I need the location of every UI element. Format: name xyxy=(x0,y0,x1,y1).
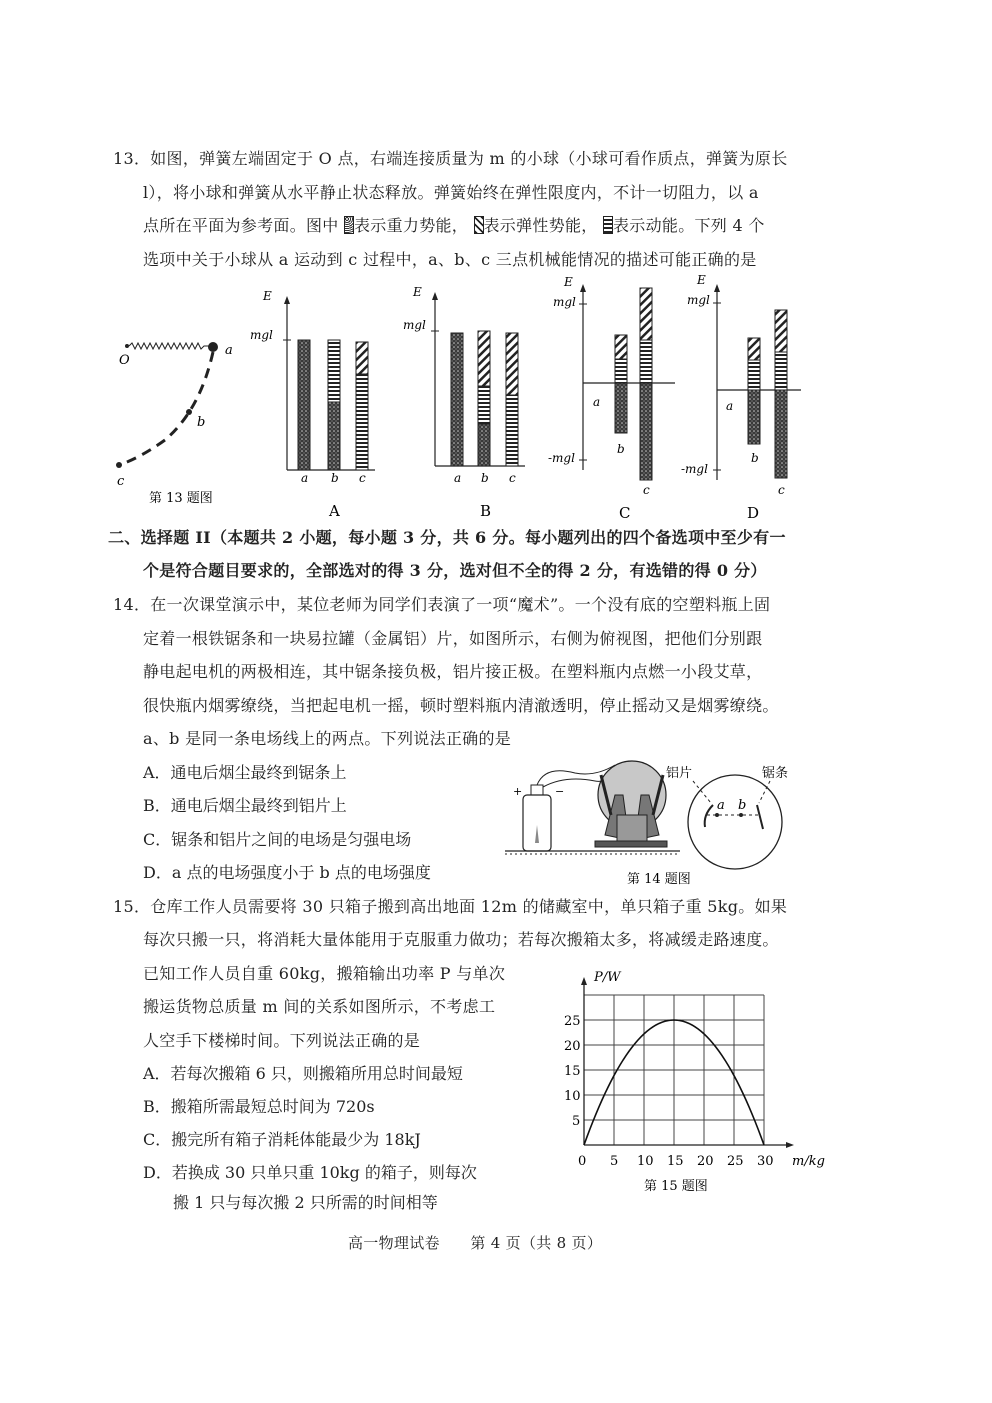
y-tick-label: 20 xyxy=(564,1039,581,1054)
y-tick-label: 15 xyxy=(564,1064,581,1079)
svg-text:a: a xyxy=(593,395,601,409)
svg-text:mgl: mgl xyxy=(403,318,426,332)
svg-text:+: + xyxy=(513,785,523,798)
x-axis-label: m/kg xyxy=(792,1154,825,1169)
q15-line-2: 每次只搬一只，将消耗大量体能用于克服重力做功；若每次搬箱太多，将减缓走路速度。 xyxy=(143,930,779,949)
option-a-label: A xyxy=(329,502,340,520)
q15-line-3: 已知工作人员自重 60kg，搬箱输出功率 P 与单次 xyxy=(143,964,506,983)
ball-c xyxy=(116,462,122,468)
svg-text:b: b xyxy=(617,442,625,456)
x-tick-label: 20 xyxy=(697,1154,714,1169)
b-bar-b-gravity xyxy=(478,424,490,466)
saw-blade xyxy=(757,805,763,829)
section2-line-2: 个是符合题目要求的，全部选对的得 3 分，选对但不全的得 2 分，有选错的得 0 分） xyxy=(143,561,767,580)
kinetic-legend-swatch xyxy=(603,216,613,234)
q14-figure xyxy=(505,755,845,890)
option-b-label: B xyxy=(480,502,492,520)
q15-option-c: C．搬完所有箱子消耗体能最少为 18kJ xyxy=(143,1130,421,1149)
top-view-circle xyxy=(688,775,782,869)
d-bar-c-gravity xyxy=(775,390,787,478)
q14-option-a: A．通电后烟尘最终到锯条上 xyxy=(143,763,347,782)
x-tick-label: 10 xyxy=(637,1154,654,1169)
svg-text:E: E xyxy=(697,273,706,287)
x-axis-arrow xyxy=(786,1142,794,1148)
b-bar-c-kinetic xyxy=(506,395,518,466)
svg-text:b: b xyxy=(481,471,489,485)
q15-option-b: B．搬箱所需最短总时间为 720s xyxy=(143,1097,375,1116)
b-bar-b-kinetic xyxy=(478,386,490,424)
c-bar-c-elastic xyxy=(640,288,652,340)
svg-text:b: b xyxy=(751,451,759,465)
svg-text:c: c xyxy=(778,483,785,497)
ball-b xyxy=(186,409,192,415)
x-tick-label: 5 xyxy=(610,1154,619,1169)
svg-text:a: a xyxy=(726,399,734,413)
spring xyxy=(129,343,209,349)
q15-option-d-cont: 搬 1 只与每次搬 2 只所需的时间相等 xyxy=(173,1193,438,1212)
svg-text:b: b xyxy=(738,798,747,813)
q14-line-3: 静电起电机的两极相连，其中锯条接负极，铝片接正极。在塑料瓶内点燃一小段艾草， xyxy=(143,662,763,681)
svg-text:E: E xyxy=(413,285,422,299)
d-bar-b-gravity xyxy=(748,390,760,444)
y-tick-label: 5 xyxy=(572,1114,581,1129)
pivot-o xyxy=(125,344,129,348)
q13-line-3 xyxy=(143,216,765,236)
option-b-chart xyxy=(403,285,525,520)
y-tick-label: 10 xyxy=(564,1089,581,1104)
ball-a xyxy=(208,342,218,352)
a-bar-a-gravity xyxy=(298,340,310,470)
fig15-caption: 第 15 题图 xyxy=(644,1179,708,1194)
section2-line-1: 二、选择题 II（本题共 2 小题，每小题 3 分，共 6 分。每小题列出的四个备选项中至少有一 xyxy=(108,528,786,547)
b-bar-b-elastic xyxy=(478,331,490,386)
q14-option-d: D．a 点的电场强度小于 b 点的电场强度 xyxy=(143,863,431,882)
x-tick-label: 25 xyxy=(727,1154,744,1169)
q15-option-d: D．若换成 30 只单只重 10kg 的箱子，则每次 xyxy=(143,1163,477,1182)
option-a-chart xyxy=(250,289,375,520)
q13-line-2: l），将小球和弹簧从水平静止状态释放。弹簧始终在弹性限度内，不计一切阻力，以 a xyxy=(143,183,759,202)
d-bar-c-elastic xyxy=(775,310,787,352)
svg-text:-mgl: -mgl xyxy=(548,451,575,465)
q15-line-1: 15．仓库工作人员需要将 30 只箱子搬到高出地面 12m 的储藏室中，单只箱子重 5kg。如果 xyxy=(113,897,788,916)
gravity-legend-swatch xyxy=(344,216,354,234)
elastic-legend-text: 表示弹性势能， xyxy=(483,216,598,235)
trajectory xyxy=(119,352,213,465)
a-bar-b-kinetic xyxy=(328,340,340,402)
x-tick-label: 15 xyxy=(667,1154,684,1169)
svg-text:-mgl: -mgl xyxy=(681,462,708,476)
c-bar-c-gravity xyxy=(640,383,652,480)
q15-line-4: 搬运货物总质量 m 间的关系如图所示，不考虑工 xyxy=(143,997,496,1016)
al-sheet-arc xyxy=(705,805,713,827)
label-a: a xyxy=(225,343,233,358)
svg-text:E: E xyxy=(564,275,573,289)
b-bar-c-elastic xyxy=(506,333,518,395)
d-bar-b-elastic xyxy=(748,338,760,360)
label-b: b xyxy=(197,415,206,430)
c-bar-c-kinetic xyxy=(640,340,652,383)
q15-power-chart xyxy=(558,970,825,1200)
elastic-legend-swatch xyxy=(474,216,484,234)
kinetic-legend-text: 表示动能。下列 4 个 xyxy=(613,216,765,235)
svg-text:a: a xyxy=(717,798,725,813)
fig14-caption: 第 14 题图 xyxy=(627,872,691,887)
option-d-label: D xyxy=(747,504,760,522)
svg-text:b: b xyxy=(331,471,339,485)
q14-line-1: 14．在一次课堂演示中，某位老师为同学们表演了一项“魔术”。一个没有底的空塑料瓶上固 xyxy=(113,595,771,614)
svg-text:c: c xyxy=(359,471,366,485)
svg-text:mgl: mgl xyxy=(250,328,273,342)
d-bar-c-kinetic xyxy=(775,352,787,390)
x-tick-label: 30 xyxy=(757,1154,774,1169)
q13-figures xyxy=(105,270,825,520)
page-footer: 高一物理试卷 第 4 页（共 8 页） xyxy=(348,1234,603,1252)
svg-text:a: a xyxy=(454,471,462,485)
svg-text:−: − xyxy=(555,785,565,798)
svg-text:mgl: mgl xyxy=(553,295,576,309)
label-c: c xyxy=(117,474,125,489)
a-bar-c-kinetic xyxy=(356,374,368,470)
option-c-label: C xyxy=(619,504,631,522)
q14-option-c: C．锯条和铝片之间的电场是匀强电场 xyxy=(143,830,412,849)
q15-option-a: A．若每次搬箱 6 只，则搬箱所用总时间最短 xyxy=(143,1064,463,1083)
q14-line-4: 很快瓶内烟雾缭绕，当把起电机一摇，顿时塑料瓶内清澈透明，停止摇动又是烟雾缭绕。 xyxy=(143,696,779,715)
c-bar-b-elastic xyxy=(615,335,627,359)
svg-text:c: c xyxy=(509,471,516,485)
d-bar-b-kinetic xyxy=(748,360,760,390)
svg-text:mgl: mgl xyxy=(687,293,710,307)
a-bar-b-gravity xyxy=(328,402,340,470)
spring-figure xyxy=(116,342,233,506)
x-tick-label: 0 xyxy=(578,1154,587,1169)
q13-line-4: 选项中关于小球从 a 运动到 c 过程中，a、b、c 三点机械能情况的描述可能正确的是 xyxy=(143,250,757,269)
a-bar-c-elastic xyxy=(356,342,368,374)
fig13-caption: 第 13 题图 xyxy=(149,491,213,506)
q13-line-3-text: 点所在平面为参考面。图中 xyxy=(143,216,339,235)
y-axis-label: P/W xyxy=(594,970,621,985)
q15-line-5: 人空手下楼梯时间。下列说法正确的是 xyxy=(143,1031,421,1050)
c-bar-b-kinetic xyxy=(615,359,627,383)
c-bar-b-gravity xyxy=(615,383,627,433)
svg-text:a: a xyxy=(301,471,309,485)
option-d-chart xyxy=(681,273,801,522)
b-bar-a-gravity xyxy=(451,333,463,466)
svg-text:锯条: 锯条 xyxy=(762,766,789,781)
q14-line-2: 定着一根铁锯条和一块易拉罐（金属铝）片，如图所示，右侧为俯视图，把他们分别跟 xyxy=(143,629,763,648)
y-axis-arrow xyxy=(581,977,587,985)
gravity-legend-text: 表示重力势能， xyxy=(354,216,469,235)
option-c-chart xyxy=(548,275,675,522)
y-tick-label: 25 xyxy=(564,1014,581,1029)
svg-text:E: E xyxy=(263,289,272,303)
q13-line-1: 13．如图，弹簧左端固定于 O 点，右端连接质量为 m 的小球（小球可看作质点，弹簧为原长 xyxy=(113,149,788,168)
label-o: O xyxy=(119,353,130,368)
q14-line-5: a、b 是同一条电场线上的两点。下列说法正确的是 xyxy=(143,729,512,748)
svg-text:铝片: 铝片 xyxy=(666,766,693,781)
svg-text:c: c xyxy=(643,483,650,497)
q14-option-b: B．通电后烟尘最终到铝片上 xyxy=(143,796,347,815)
